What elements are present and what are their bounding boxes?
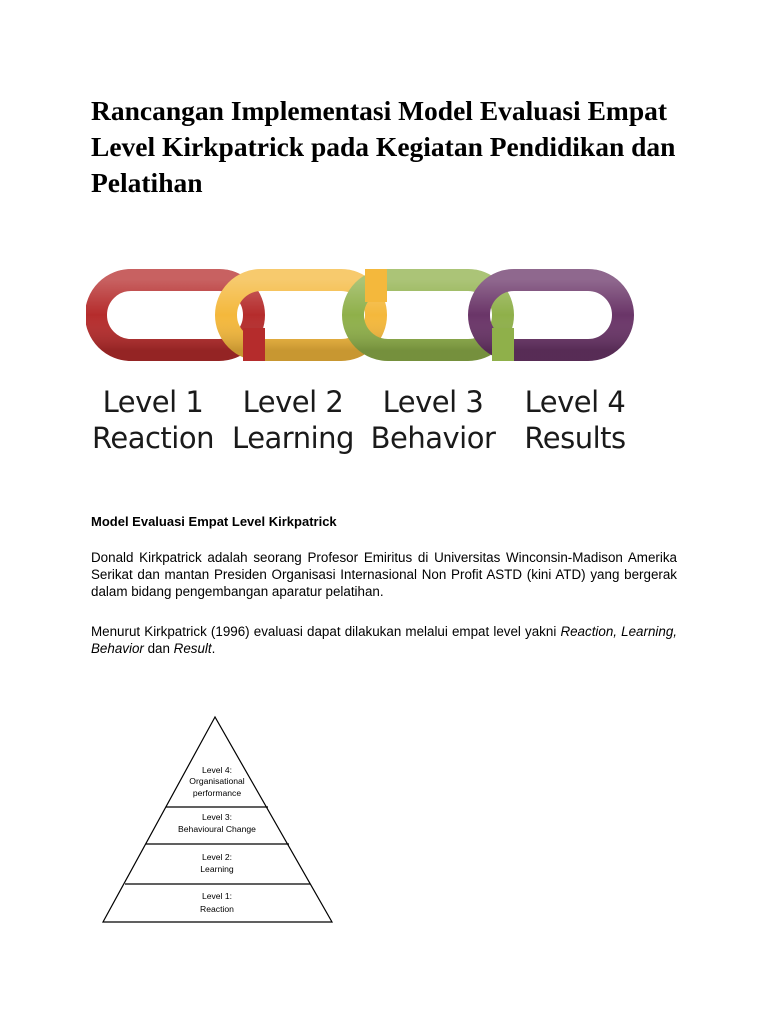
paragraph-kirkpatrick-bio: Donald Kirkpatrick adalah seorang Profesor Emiritus di Universitas Winconsin-Madison Amerika Serikat dan mantan Presiden Organisasi Internasional Non Profit ASTD (kini ATD) yang bergerak dalam bidang pengembangan aparatur pelatihan.	[91, 550, 677, 599]
paragraph-term: Reaction, Learning, Behavior	[91, 624, 677, 656]
chain-level-1-name: Reaction	[92, 421, 214, 455]
section-heading: Model Evaluasi Empat Level Kirkpatrick	[91, 514, 337, 529]
chain-level-2-number: Level 2	[242, 385, 344, 419]
pyramid-tier-4-line1: Level 4:	[201, 765, 233, 775]
chain-level-1-number: Level 1	[102, 385, 204, 419]
paragraph-text: Menurut Kirkpatrick (1996) evaluasi dapat dilakukan melalui empat level yakni	[91, 624, 561, 639]
pyramid-tier-3-line1: Level 3:	[201, 812, 233, 822]
paragraph-text: .	[211, 641, 216, 656]
kirkpatrick-pyramid	[100, 714, 340, 926]
pyramid-tier-2-line2: Learning	[200, 864, 234, 874]
paragraph-evaluation-levels	[91, 623, 677, 657]
kirkpatrick-chain-graphic	[86, 268, 646, 368]
document-title: Rancangan Implementasi Model Evaluasi Empat Level Kirkpatrick pada Kegiatan Pendidikan dan Pelatihan	[91, 95, 676, 198]
chain-level-3-number: Level 3	[382, 385, 484, 419]
pyramid-tier-1-line1: Level 1:	[201, 891, 233, 901]
pyramid-tier-1-line2: Reaction	[200, 904, 234, 914]
pyramid-tier-3-line2: Behavioural Change	[178, 824, 256, 834]
chain-level-2-name: Learning	[232, 421, 354, 455]
chain-level-3-name: Behavior	[370, 421, 496, 455]
paragraph-term: Result	[173, 641, 212, 656]
chain-level-4-name: Results	[524, 421, 626, 455]
chain-level-3	[358, 384, 508, 456]
pyramid-tier-2-line1: Level 2:	[201, 852, 233, 862]
chain-level-4-number: Level 4	[524, 385, 626, 419]
chain-level-4	[500, 384, 650, 456]
pyramid-tier-4-line2: Organisational	[189, 776, 245, 786]
chain-level-2	[218, 384, 368, 456]
paragraph-text: dan	[143, 641, 174, 656]
pyramid-tier-4-line3: performance	[192, 788, 242, 798]
chain-level-1	[78, 384, 228, 456]
